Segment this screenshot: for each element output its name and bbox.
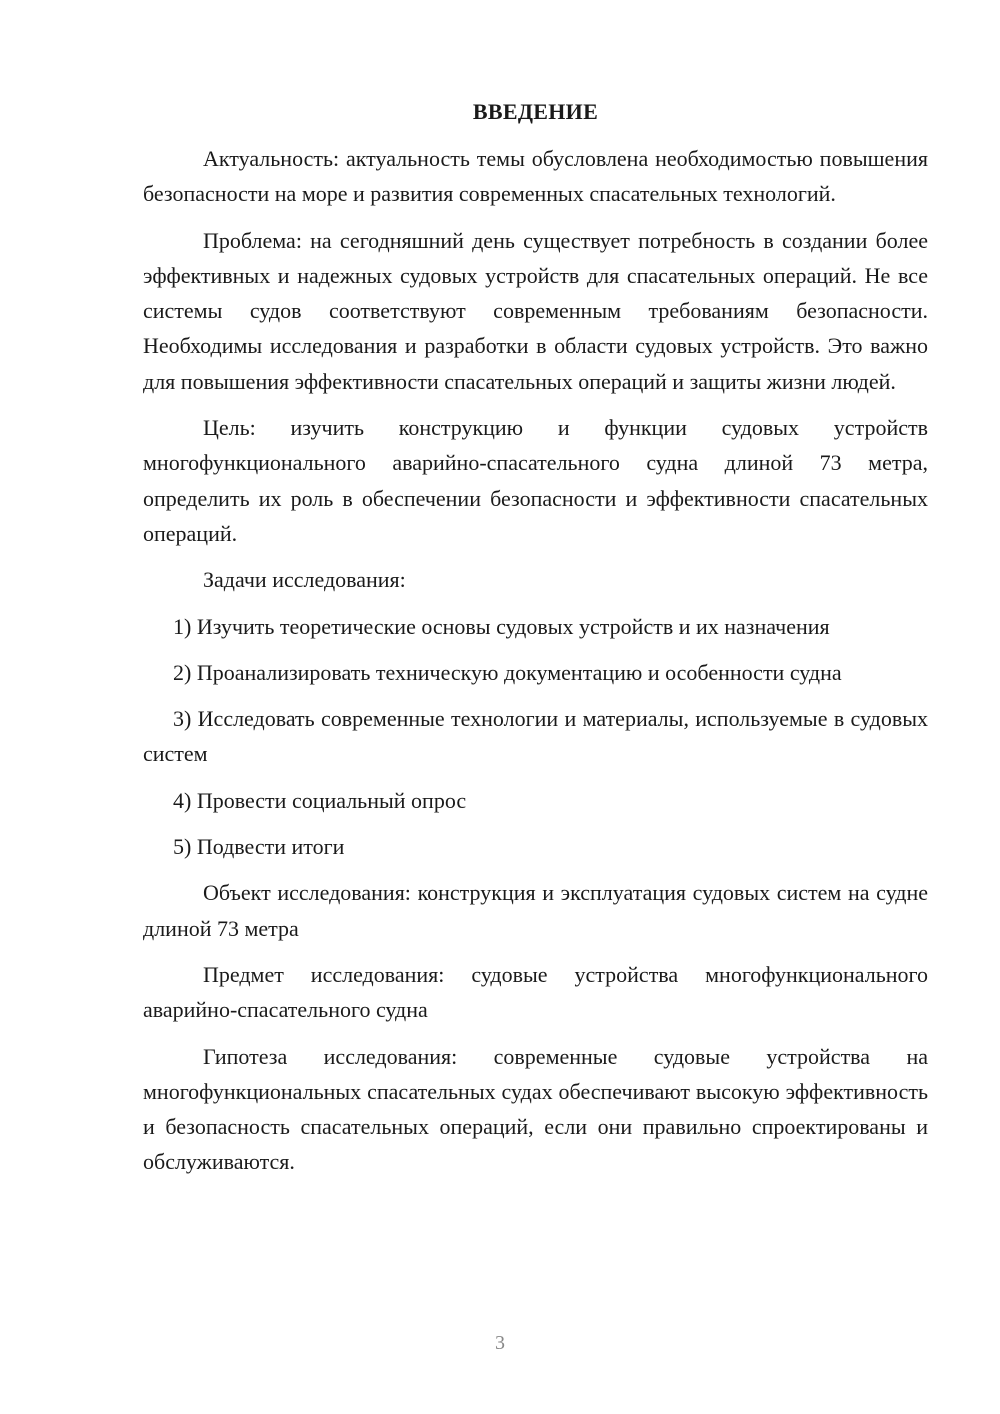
paragraph-relevance: Актуальность: актуальность темы обусловлена необходимостью повышения безопасности на море и развития современных спасательных технологий. — [143, 146, 928, 207]
paragraph-problem: Проблема: на сегодняшний день существует потребность в создании более эффективных и надежных судовых устройств для спасательных операций. Не все системы судов соответствуют современным требованиям безопасности. Необходимы исследования и разработки в области судовых устройств. Это важно для повышения эффективности спасательных операций и защиты жизни людей. — [143, 227, 928, 394]
page-content — [143, 94, 928, 1191]
task-item: 1) Изучить теоретические основы судовых устройств и их назначения — [173, 613, 830, 639]
paragraph-goal: Цель: изучить конструкцию и функции судовых устройств многофункционального аварийно-спасательного судна длиной 73 метра, определить их роль в обеспечении безопасности и эффективности спасательных операций. — [143, 415, 928, 546]
section-title: ВВЕДЕНИЕ — [472, 99, 599, 124]
page-number: 3 — [495, 1332, 505, 1354]
task-item: 3) Исследовать современные технологии и материалы, используемые в судовых систем — [143, 706, 928, 767]
paragraph-tasks-heading: Задачи исследования: — [203, 567, 406, 593]
paragraph-hypothesis: Гипотеза исследования: современные судовые устройства на многофункциональных спасательных судах обеспечивают высокую эффективность и безопасность спасательных операций, если они правильно спроектированы и обслуживаются. — [143, 1043, 928, 1175]
task-item: 4) Провести социальный опрос — [173, 787, 467, 813]
task-item: 2) Проанализировать техническую документацию и особенности судна — [173, 659, 842, 685]
paragraph-subject: Предмет исследования: судовые устройства многофункционального аварийно-спасательного судна — [143, 961, 928, 1023]
task-item: 5) Подвести итоги — [173, 834, 345, 860]
paragraph-object: Объект исследования: конструкция и эксплуатация судовых систем на судне длиной 73 метра — [143, 880, 928, 941]
